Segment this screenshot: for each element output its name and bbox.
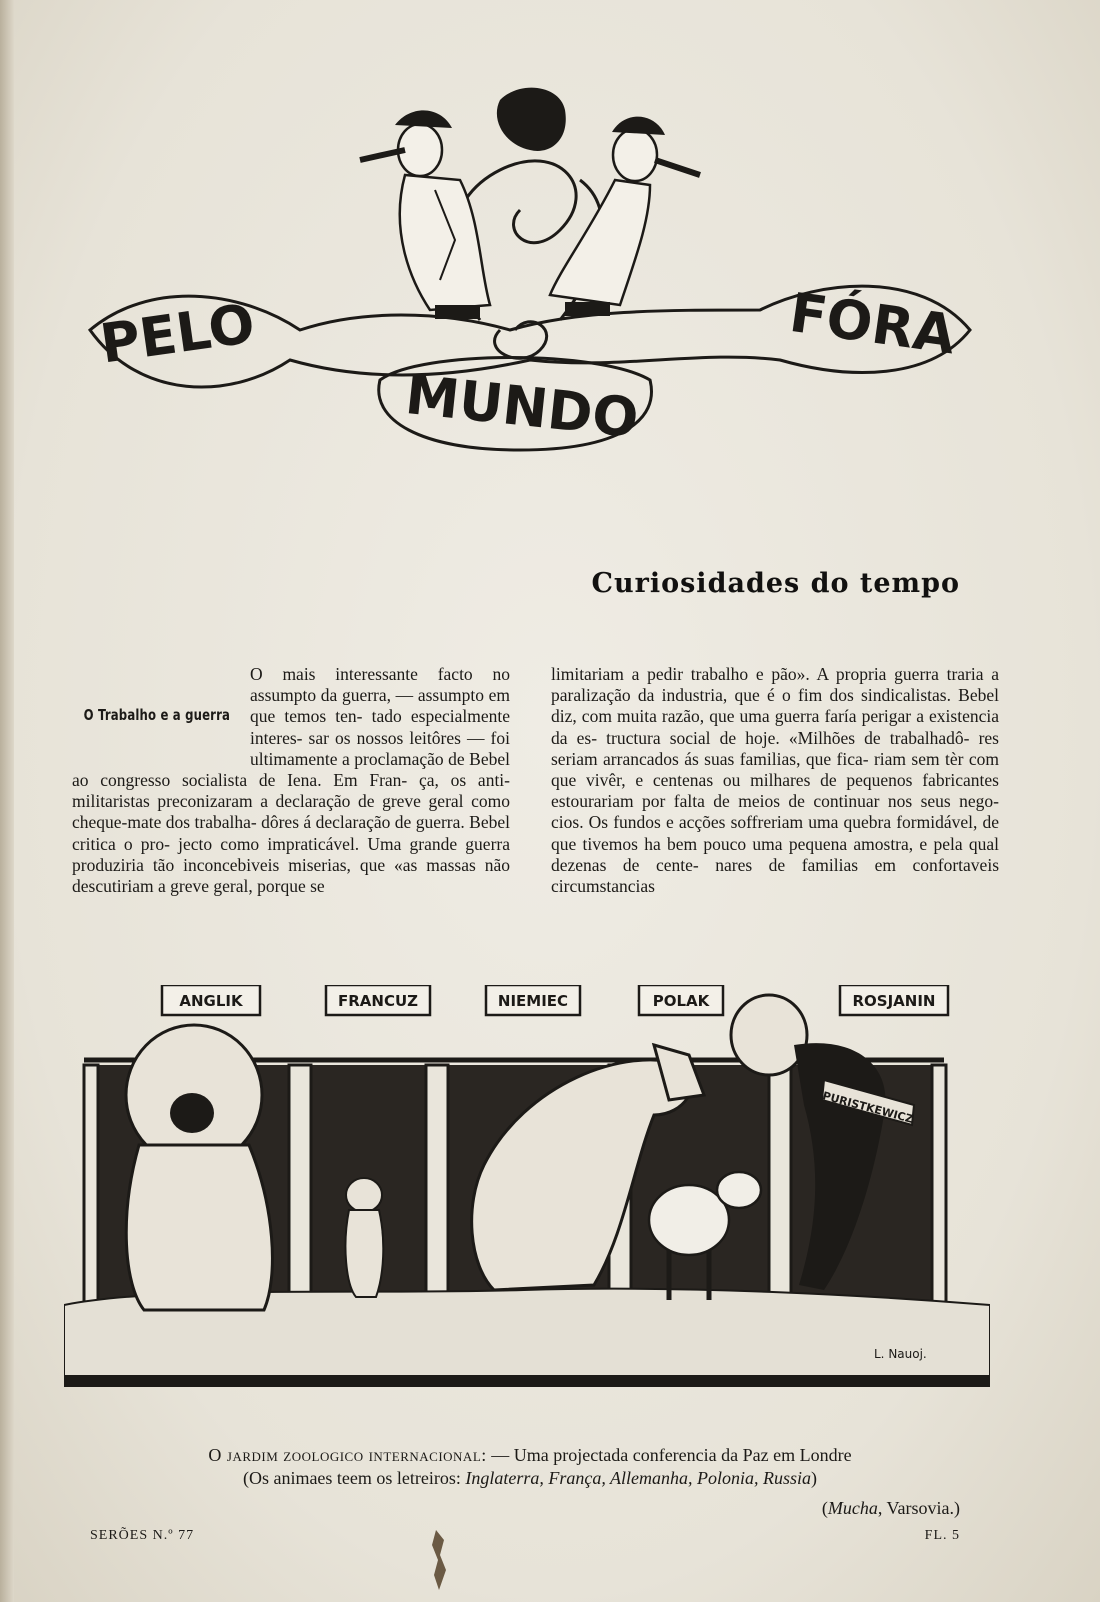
text-line: de greve geral como cheque-mate dos trabalha-	[72, 791, 511, 833]
text-line: nares de familias em confortaveis circumstancias	[551, 854, 999, 897]
text-line: riam sem tèr com que vivêr, e centenas ou	[551, 748, 999, 791]
text-line: guerra traria a paralização da industria, que é o	[551, 664, 999, 706]
text-line: formidável, de que tivemos ha bem pouco uma	[551, 812, 999, 854]
caption-countries: Inglaterra, França, Allemanha, Polonia, Russia	[465, 1468, 812, 1488]
artist-signature: L. Nauoj.	[874, 1347, 927, 1361]
article-left-column	[72, 664, 510, 897]
text-line: no assumpto da guerra, —	[250, 664, 510, 706]
sign-francuz: FRANCUZ	[337, 992, 419, 1010]
masthead-word-mundo: MUNDO	[402, 363, 642, 451]
caption-line-2	[80, 1468, 980, 1489]
sidehead: O Trabalho e a guerra	[83, 706, 231, 725]
right-figure-drawing	[550, 117, 700, 316]
caption-text: — Uma projectada conferencia da Paz em Londre	[486, 1445, 852, 1465]
credit-name: Mucha	[827, 1498, 878, 1518]
masthead-word-pelo: PELO	[96, 291, 259, 376]
ribbon-label: PURISTKEWICZ	[821, 1089, 915, 1126]
text-line: assumpto em que temos ten-	[250, 685, 510, 727]
zoo-cartoon-illustration	[64, 985, 990, 1415]
caption-lead: O jardim zoologico internacional:	[208, 1445, 487, 1465]
paper-tear-mark	[430, 1530, 448, 1590]
text-line: fim dos sindicalistas. Bebel diz, com muita razão,	[551, 685, 999, 727]
text-line: sar os nossos leitôres — foi	[308, 727, 510, 748]
image-credit	[822, 1498, 960, 1519]
text-line: ultimamente a proclamação	[250, 748, 449, 769]
text-line: de Bebel ao congresso socialista de Iena. Em Fran-	[72, 748, 510, 791]
caption-paren-open: (Os animaes teem os letreiros:	[242, 1468, 466, 1488]
text-line: jecto como impraticável. Uma grande guerra	[178, 833, 510, 854]
sign-anglik: ANGLIK	[179, 992, 243, 1010]
masthead-illustration	[60, 80, 1000, 470]
text-line: tado especialmente interes-	[250, 706, 510, 748]
sign-rosjanin: ROSJANIN	[852, 992, 936, 1010]
lion-drawing	[126, 1025, 272, 1310]
text-line: ça, os anti-militaristas preconizaram a declaração	[72, 770, 510, 812]
text-line: limitariam a pedir trabalho e pão». A propria	[551, 664, 895, 684]
text-line: massas não descutiriam a greve geral, porque se	[72, 854, 510, 897]
text-line: que uma guerra faría perigar a existencia da es-	[551, 706, 999, 748]
sign-niemiec: NIEMIEC	[497, 992, 569, 1010]
text-line: cios. Os fundos e acções soffreriam uma quebra	[551, 812, 897, 833]
cat-drawing	[345, 1178, 383, 1297]
text-line: pequena amostra, e pela qual dezenas de cente-	[551, 833, 999, 875]
page-binding-edge	[0, 0, 14, 1602]
masthead-word-fora: FÓRA	[785, 280, 960, 367]
article-title: Curiosidades do tempo	[591, 568, 960, 599]
footer-folio: FL. 5	[924, 1528, 960, 1543]
right-column-text	[551, 664, 999, 897]
caption-line-1	[80, 1445, 980, 1466]
central-dark-figure	[497, 88, 566, 151]
text-line: res seriam arrancados ás suas familias, que fica-	[551, 727, 999, 769]
left-figure-drawing	[360, 110, 490, 319]
text-line: tructura social de hoje. «Milhões de trabalhadô-	[606, 727, 979, 748]
text-line: dôres á declaração de guerra. Bebel critica o pro-	[72, 812, 510, 854]
sidehead-box	[72, 664, 242, 768]
credit-place: , Varsovia.)	[877, 1498, 960, 1518]
article-right-column	[551, 664, 999, 897]
text-line: produziria tão inconcebiveis miserias, que «as	[72, 854, 427, 875]
caption-paren-close: )	[811, 1468, 818, 1488]
sign-polak: POLAK	[652, 992, 710, 1010]
credit-paren: (	[821, 1498, 828, 1518]
text-line: milhares de pequenos fabricantes estourariam	[551, 770, 999, 812]
footer-issue: SERÕES N.º 77	[90, 1528, 195, 1543]
text-line: O mais interessante facto	[250, 664, 493, 684]
text-line: por falta de meios de continuar nos seus nego-	[642, 791, 999, 812]
